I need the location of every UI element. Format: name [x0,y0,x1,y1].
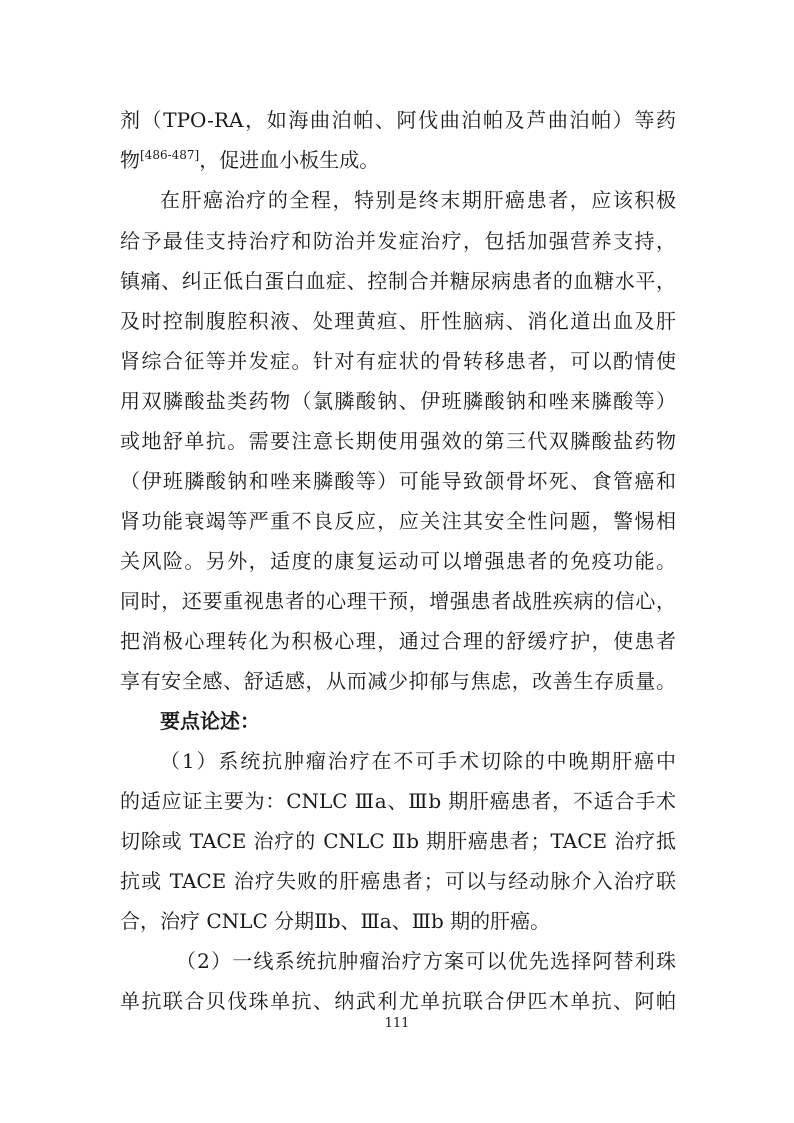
section-heading: 要点论述： [160,709,260,733]
text-line: （伊班膦酸钠和唑来膦酸等）可能导致颌骨坏死、食管癌和 [120,469,676,493]
text-line: 的适应证主要为：CNLC Ⅲa、Ⅲb 期肝癌患者，不适合手术 [120,789,676,813]
page-number: 111 [384,1016,410,1031]
text-line: 给予最佳支持治疗和防治并发症治疗，包括加强营养支持， [120,229,676,253]
text-line: 用双膦酸盐类药物（氯膦酸钠、伊班膦酸钠和唑来膦酸等） [120,389,676,413]
text-line: 抗或 TACE 治疗失败的肝癌患者；可以与经动脉介入治疗联 [120,869,676,893]
paragraph-first-line: 在肝癌治疗的全程，特别是终末期肝癌患者，应该积极 [160,188,676,212]
text-line: 肾功能衰竭等严重不良反应，应关注其安全性问题，警惕相 [120,509,676,533]
text-line: 剂（TPO-RA，如海曲泊帕、阿伐曲泊帕及芦曲泊帕）等药 [120,108,676,132]
citation-superscript: [486-487] [140,148,200,162]
paragraph-first-line: （2）一线系统抗肿瘤治疗方案可以优先选择阿替利珠 [176,949,676,973]
text-line: 及时控制腹腔积液、处理黄疸、肝性脑病、消化道出血及肝 [120,309,676,333]
text-line: 把消极心理转化为积极心理，通过合理的舒缓疗护，使患者 [120,629,676,653]
text-line: 单抗联合贝伐珠单抗、纳武利尤单抗联合伊匹木单抗、阿帕 [120,989,676,1013]
text-line: 镇痛、纠正低白蛋白血症、控制合并糖尿病患者的血糖水平， [120,269,676,293]
text-line: 肾综合征等并发症。针对有症状的骨转移患者，可以酌情使 [120,349,676,373]
text-line: 同时，还要重视患者的心理干预，增强患者战胜疾病的信心， [120,589,676,613]
text-line: 关风险。另外，适度的康复运动可以增强患者的免疫功能。 [120,549,676,573]
text-line: 合，治疗 CNLC 分期Ⅱb、Ⅲa、Ⅲb 期的肝癌。 [120,909,551,933]
text-line: 或地舒单抗。需要注意长期使用强效的第三代双膦酸盐药物 [120,429,676,453]
text-fragment: ，促进血小板生成。 [199,148,380,172]
text-line: 享有安全感、舒适感，从而减少抑郁与焦虑，改善生存质量。 [120,669,676,693]
paragraph-first-line: （1）系统抗肿瘤治疗在不可手术切除的中晚期肝癌中 [160,749,676,773]
text-line: 切除或 TACE 治疗的 CNLC Ⅱb 期肝癌患者；TACE 治疗抵 [120,829,676,853]
text-line [120,146,676,177]
text-fragment: 物 [120,148,140,172]
